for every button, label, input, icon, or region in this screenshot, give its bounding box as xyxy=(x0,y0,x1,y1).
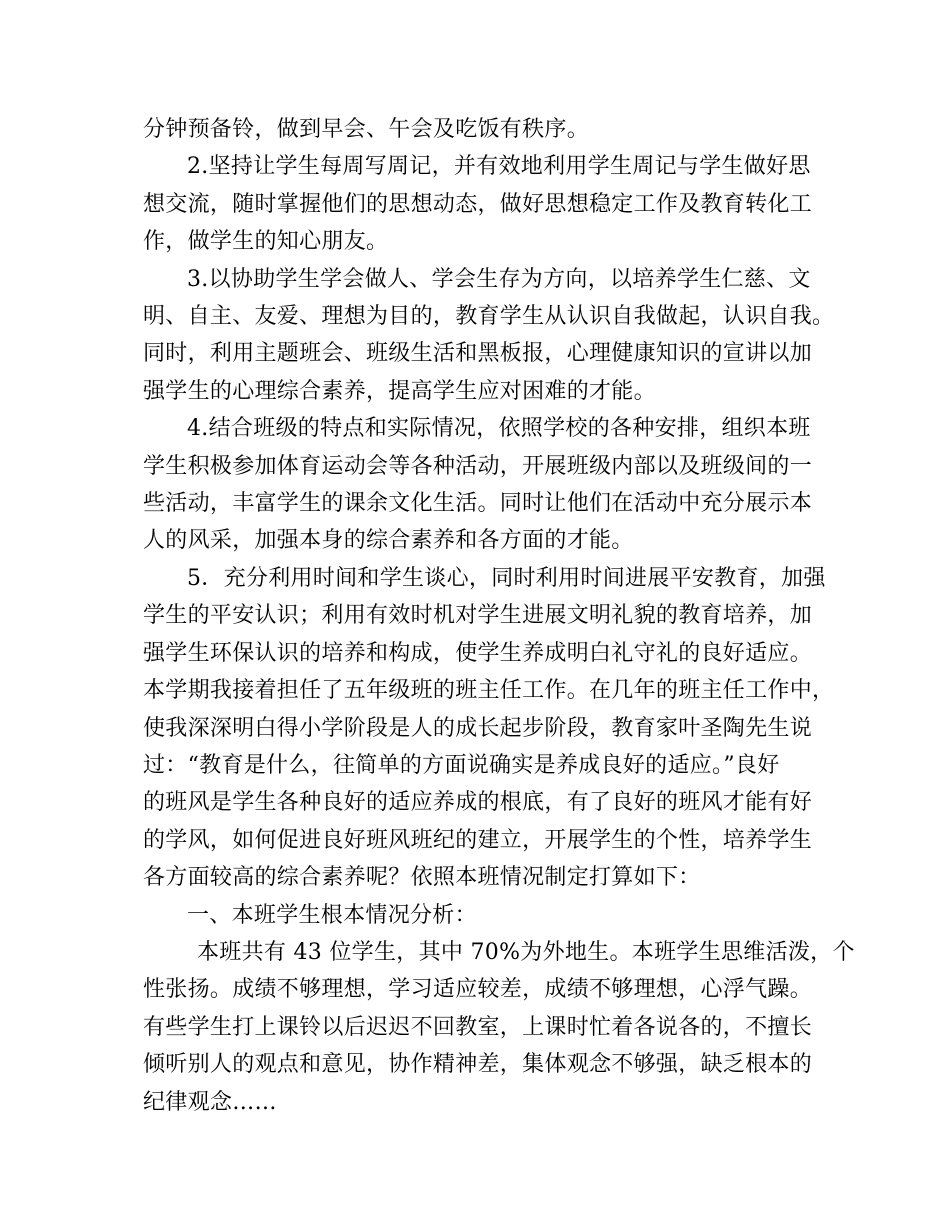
text-line: 的班风是学生各种良好的适应养成的根底，有了良好的班风才能有好 xyxy=(143,790,813,816)
text-line: 强学生环保认识的培养和构成，使学生养成明白礼守礼的良好适应。 xyxy=(143,640,813,666)
text-line: 各方面较高的综合素养呢？依照本班情况制定打算如下： xyxy=(143,865,701,891)
text-line: 些活动，丰富学生的课余文化生活。同时让他们在活动中充分展示本 xyxy=(143,491,813,517)
text-line: 本学期我接着担任了五年级班的班主任工作。在几年的班主任工作中， xyxy=(143,678,835,704)
text-line: 想交流，随时掌握他们的思想动态，做好思想稳定工作及教育转化工 xyxy=(143,191,813,217)
text-line: 分钟预备铃，做到早会、午会及吃饭有秩序。 xyxy=(143,117,590,142)
text-line: 的学风，如何促进良好班风班纪的建立，开展学生的个性，培养学生 xyxy=(143,827,813,853)
text-line: 学生积极参加体育运动会等各种活动，开展班级内部以及班级间的一 xyxy=(143,453,813,479)
text-line: 同时，利用主题班会、班级生活和黑板报，心理健康知识的宣讲以加 xyxy=(143,341,813,367)
section-heading: 一、本班学生根本情况分析： xyxy=(187,902,477,928)
list-item-2-line: 2.坚持让学生每周写周记，并有效地利用学生周记与学生做好思 xyxy=(187,154,811,180)
text-line: 过：“教育是什么，往简单的方面说确实是养成良好的适应。”良好 xyxy=(143,752,780,778)
list-item-5-line: 5．充分利用时间和学生谈心，同时利用时间进展平安教育，加强 xyxy=(187,565,826,591)
text-line: 使我深深明白得小学阶段是人的成长起步阶段，教育家叶圣陶先生说 xyxy=(143,715,813,741)
text-line: 倾听别人的观点和意见，协作精神差，集体观念不够强，缺乏根本的 xyxy=(143,1052,813,1078)
text-line: 人的风采，加强本身的综合素养和各方面的才能。 xyxy=(143,528,634,554)
text-line: 明、自主、友爱、理想为目的，教育学生从认识自我做起，认识自我。 xyxy=(143,304,835,330)
text-line: 学生的平安认识；利用有效时机对学生进展文明礼貌的教育培养，加 xyxy=(143,603,813,629)
document-body xyxy=(143,111,855,1121)
paragraph-start-line: 本班共有 43 位学生，其中 70%为外地生。本班学生思维活泼，个 xyxy=(197,939,855,965)
text-line: 纪律观念…… xyxy=(143,1089,277,1115)
text-line: 作，做学生的知心朋友。 xyxy=(143,229,389,255)
list-item-3-line: 3.以协助学生学会做人、学会生存为方向，以培养学生仁慈、文 xyxy=(187,266,811,292)
list-item-4-line: 4.结合班级的特点和实际情况，依照学校的各种安排，组织本班 xyxy=(187,416,811,442)
text-line: 性张扬。成绩不够理想，学习适应较差，成绩不够理想，心浮气躁。 xyxy=(143,977,813,1003)
text-line: 有些学生打上课铃以后迟迟不回教室，上课时忙着各说各的，不擅长 xyxy=(143,1014,813,1040)
text-line: 强学生的心理综合素养，提高学生应对困难的才能。 xyxy=(143,378,656,404)
